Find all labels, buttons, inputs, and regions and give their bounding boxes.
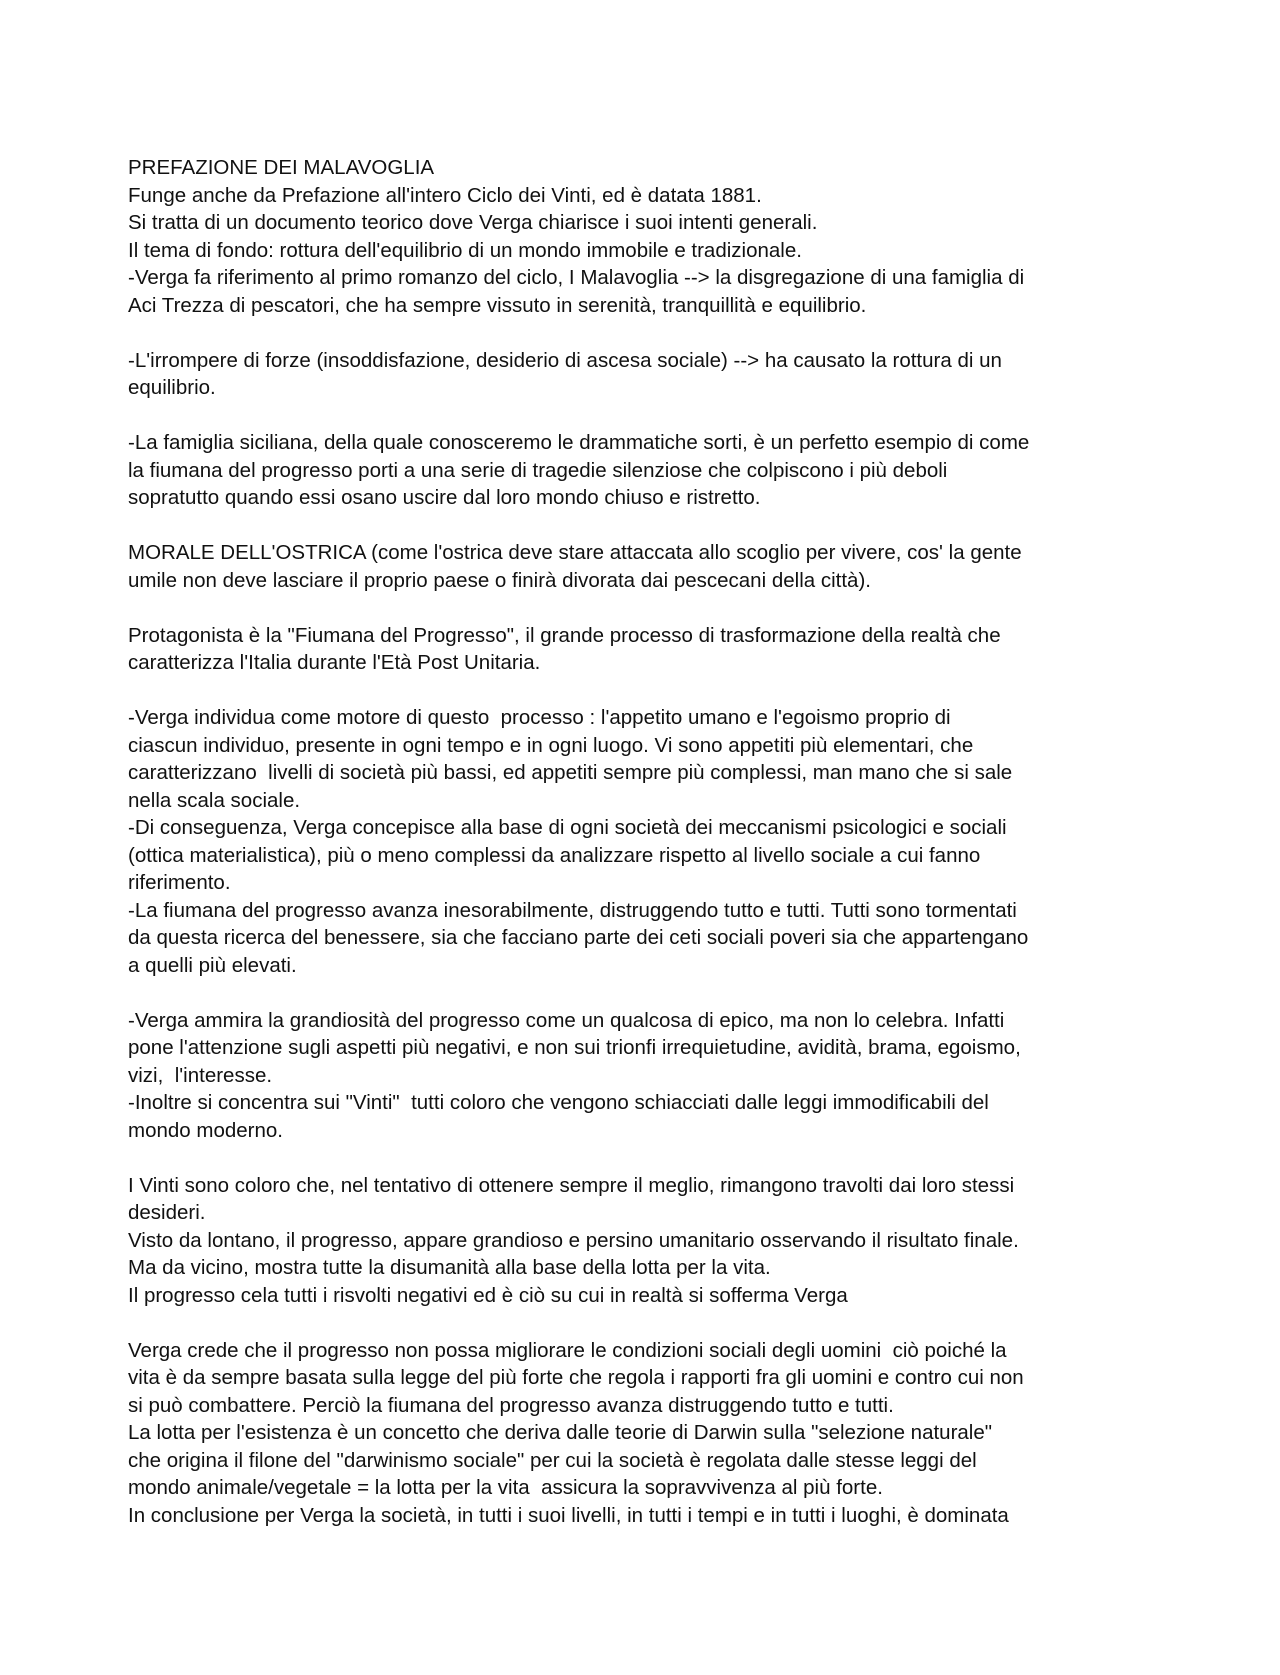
text-line: Funge anche da Prefazione all'intero Ciclo dei Vinti, ed è datata 1881. (128, 183, 762, 207)
text-line: da questa ricerca del benessere, sia che facciano parte dei ceti sociali poveri sia che appartengano (128, 926, 1029, 949)
text-line: Visto da lontano, il progresso, appare grandioso e persino umanitario osservando il risultato finale. (128, 1228, 1019, 1252)
text-line: caratterizzano livelli di società più bassi, ed appetiti sempre più complessi, man mano che si sale (128, 761, 1013, 784)
text-line: In conclusione per Verga la società, in tutti i suoi livelli, in tutti i tempi e in tutti i luoghi, è dominata (128, 1503, 1009, 1527)
text-line: desideri. (128, 1201, 206, 1224)
text-line: -Inoltre si concentra sui "Vinti" tutti coloro che vengono schiacciati dalle leggi immodificabili del (128, 1091, 989, 1114)
text-line: a quelli più elevati. (128, 953, 297, 977)
text-line: mondo moderno. (128, 1118, 283, 1142)
paragraph (128, 539, 1168, 594)
paragraph (128, 704, 1168, 979)
paragraph (128, 347, 1168, 402)
text-line: vizi, l'interesse. (128, 1063, 273, 1087)
text-line: pone l'attenzione sugli aspetti più negativi, e non sui trionfi irrequietudine, avidità, brama, egoismo, (128, 1036, 1021, 1059)
text-line: caratterizza l'Italia durante l'Età Post Unitaria. (128, 651, 541, 674)
text-line: Si tratta di un documento teorico dove Verga chiarisce i suoi intenti generali. (128, 211, 818, 234)
text-line: che origina il filone del "darwinismo sociale" per cui la società è regolata dalle stesse leggi del (128, 1448, 977, 1472)
paragraph (128, 154, 1168, 319)
text-line: Il progresso cela tutti i risvolti negativi ed è ciò su cui in realtà si sofferma Verga (128, 1283, 848, 1307)
text-line: -L'irrompere di forze (insoddisfazione, desiderio di ascesa sociale) --> ha causato la rottura di un (128, 348, 1002, 372)
text-line: -Verga ammira la grandiosità del progresso come un qualcosa di epico, ma non lo celebra. Infatti (128, 1008, 1005, 1032)
text-line: I Vinti sono coloro che, nel tentativo di ottenere sempre il meglio, rimangono travolti dai loro stessi (128, 1173, 1015, 1197)
text-line: PREFAZIONE DEI MALAVOGLIA (128, 156, 435, 179)
text-line: -La fiumana del progresso avanza inesorabilmente, distruggendo tutto e tutti. Tutti sono tormentati (128, 898, 1017, 922)
text-line: vita è da sempre basata sulla legge del più forte che regola i rapporti fra gli uomini e contro cui non (128, 1366, 1024, 1389)
paragraph (128, 622, 1168, 677)
text-line: equilibrio. (128, 376, 216, 399)
text-line: Il tema di fondo: rottura dell'equilibrio di un mondo immobile e tradizionale. (128, 238, 802, 262)
paragraph (128, 1007, 1168, 1145)
text-line: MORALE DELL'OSTRICA (come l'ostrica deve stare attaccata allo scoglio per vivere, cos' la gente (128, 541, 1022, 564)
text-line: Protagonista è la "Fiumana del Progresso", il grande processo di trasformazione della realtà che (128, 623, 1001, 647)
paragraph (128, 1172, 1168, 1310)
text-line: la fiumana del progresso porti a una serie di tragedie silenziose che colpiscono i più deboli (128, 458, 948, 482)
paragraph (128, 1337, 1168, 1530)
text-line: -La famiglia siciliana, della quale conosceremo le drammatiche sorti, è un perfetto esempio di come (128, 431, 1030, 454)
text-line: mondo animale/vegetale = la lotta per la vita assicura la sopravvivenza al più forte. (128, 1476, 883, 1499)
text-line: La lotta per l'esistenza è un concetto che deriva dalle teorie di Darwin sulla "selezione naturale" (128, 1421, 993, 1444)
text-line: Aci Trezza di pescatori, che ha sempre vissuto in serenità, tranquillità e equilibrio. (128, 293, 867, 317)
paragraph (128, 429, 1168, 512)
text-line: Verga crede che il progresso non possa migliorare le condizioni sociali degli uomini ciò poiché la (128, 1338, 1007, 1362)
text-line: si può combattere. Perciò la fiumana del progresso avanza distruggendo tutto e tutti. (128, 1393, 894, 1417)
text-line: -Verga individua come motore di questo processo : l'appetito umano e l'egoismo proprio di (128, 706, 951, 729)
text-line: sopratutto quando essi osano uscire dal loro mondo chiuso e ristretto. (128, 486, 761, 509)
text-line: (ottica materialistica), più o meno complessi da analizzare rispetto al livello sociale a cui fanno (128, 843, 981, 867)
text-line: -Verga fa riferimento al primo romanzo del ciclo, I Malavoglia --> la disgregazione di una famiglia di (128, 266, 1025, 289)
text-line: ciascun individuo, presente in ogni tempo e in ogni luogo. Vi sono appetiti più elementari, che (128, 733, 974, 757)
text-line: -Di conseguenza, Verga concepisce alla base di ogni società dei meccanismi psicologici e sociali (128, 816, 1007, 839)
text-line: Ma da vicino, mostra tutte la disumanità alla base della lotta per la vita. (128, 1256, 771, 1279)
document-body (128, 154, 1168, 1529)
text-line: umile non deve lasciare il proprio paese o finirà divorata dai pescecani della città). (128, 568, 871, 592)
text-line: riferimento. (128, 871, 231, 894)
text-line: nella scala sociale. (128, 788, 301, 812)
